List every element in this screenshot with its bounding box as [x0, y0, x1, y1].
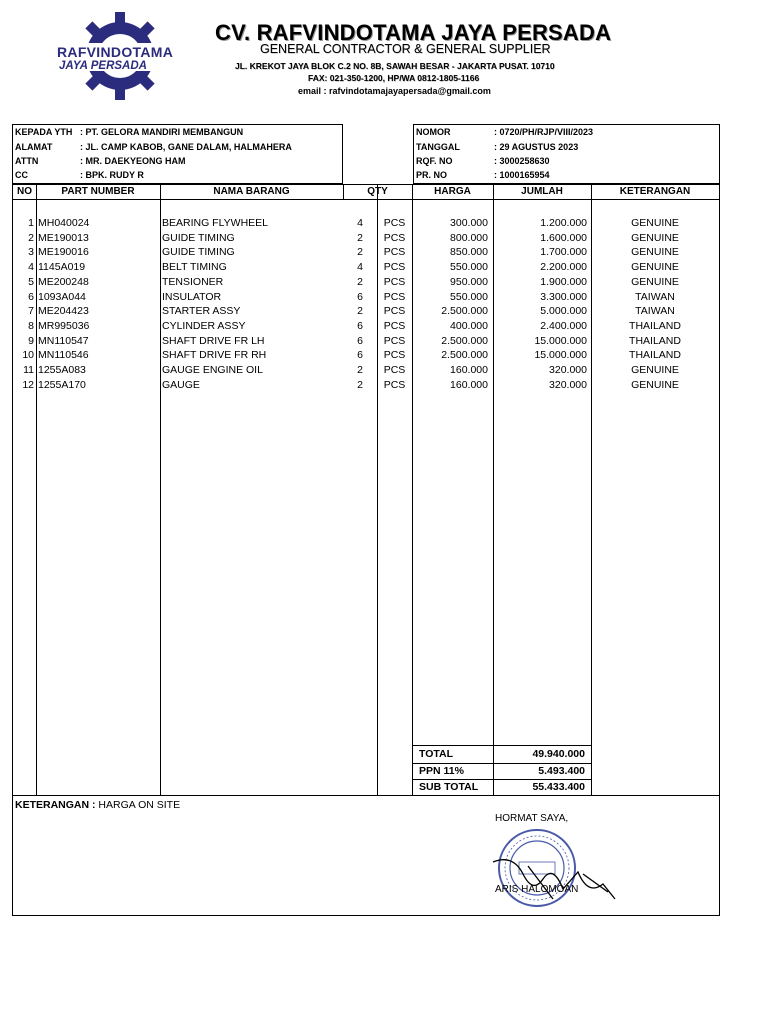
- table-row: [13, 304, 719, 319]
- pr-label: PR. NO: [416, 170, 448, 180]
- cell-no: 2: [28, 231, 34, 244]
- logo-line-2: JAYA PERSADA: [59, 60, 147, 72]
- cell-no: 6: [28, 290, 34, 303]
- cell-jumlah: 1.600.000: [540, 231, 587, 244]
- ppn-label: PPN 11%: [419, 765, 464, 777]
- cell-name: GUIDE TIMING: [162, 246, 235, 259]
- table-row: [13, 260, 719, 275]
- cell-harga: 160.000: [450, 364, 488, 376]
- table-row: [13, 334, 719, 349]
- company-logo: [55, 10, 185, 102]
- logo-line-1: RAFVINDOTAMA: [57, 44, 174, 60]
- cell-unit: PCS: [383, 349, 406, 362]
- rqf-value: : 3000258630: [494, 156, 550, 166]
- cell-no: 11: [23, 364, 34, 376]
- cell-harga: 2.500.000: [441, 305, 488, 318]
- cell-jumlah: 1.700.000: [540, 246, 587, 259]
- cell-ket: GENUINE: [631, 364, 679, 376]
- cell-no: 10: [22, 349, 34, 362]
- cell-ket: GENUINE: [631, 231, 679, 244]
- cell-jumlah: 2.400.000: [540, 319, 587, 332]
- cell-name: BEARING FLYWHEEL: [162, 217, 268, 229]
- cell-no: 3: [28, 246, 34, 259]
- doc-info-box: [413, 124, 720, 184]
- cell-part: 1255A083: [38, 364, 86, 376]
- cell-unit: PCS: [383, 378, 406, 391]
- company-email: email : rafvindotamajayapersada@gmail.com: [298, 86, 491, 96]
- cell-jumlah: 3.300.000: [540, 290, 587, 303]
- cell-name: SHAFT DRIVE FR RH: [162, 349, 267, 362]
- cell-no: 8: [28, 319, 34, 332]
- cell-name: STARTER ASSY: [162, 305, 241, 318]
- col-nama-barang: NAMA BARANG: [213, 186, 290, 197]
- cell-harga: 400.000: [450, 319, 488, 332]
- cell-name: SHAFT DRIVE FR LH: [162, 334, 265, 347]
- footer-box: [12, 795, 720, 916]
- subtotal-value: 55.433.400: [532, 781, 585, 793]
- total-value: 49.940.000: [532, 748, 585, 760]
- cell-no: 12: [22, 378, 34, 391]
- cell-ket: GENUINE: [631, 275, 679, 288]
- cell-jumlah: 5.000.000: [540, 305, 587, 318]
- cell-part: 1093A044: [38, 290, 86, 303]
- cell-qty: 2: [357, 275, 363, 288]
- rqf-label: RQF. NO: [416, 156, 453, 166]
- cell-qty: 2: [357, 364, 363, 376]
- cell-ket: GENUINE: [631, 217, 679, 229]
- cell-harga: 300.000: [450, 217, 488, 229]
- signature-icon: [483, 844, 623, 906]
- total-label: TOTAL: [419, 748, 454, 760]
- cell-name: CYLINDER ASSY: [162, 319, 246, 332]
- nomor-value: : 0720/PH/RJP/VIII/2023: [494, 127, 594, 137]
- cell-ket: THAILAND: [629, 334, 681, 347]
- cell-part: ME204423: [38, 305, 89, 318]
- cell-jumlah: 320.000: [549, 364, 587, 376]
- address-label: ALAMAT: [15, 142, 53, 152]
- cell-jumlah: 15.000.000: [534, 349, 587, 362]
- cell-part: ME190016: [38, 246, 89, 259]
- cell-jumlah: 1.200.000: [540, 217, 587, 229]
- to-value: : PT. GELORA MANDIRI MEMBANGUN: [80, 127, 244, 137]
- cell-ket: GENUINE: [631, 246, 679, 259]
- cell-ket: TAIWAN: [635, 290, 675, 303]
- cell-no: 5: [28, 275, 34, 288]
- cell-qty: 2: [357, 305, 363, 318]
- cell-harga: 950.000: [450, 275, 488, 288]
- cell-name: TENSIONER: [162, 275, 224, 288]
- pr-value: : 1000165954: [494, 170, 550, 180]
- table-row: [13, 231, 719, 246]
- cell-unit: PCS: [383, 275, 406, 288]
- company-subtitle: GENERAL CONTRACTOR & GENERAL SUPPLIER: [260, 42, 551, 56]
- cell-ket: TAIWAN: [635, 305, 675, 318]
- cell-unit: PCS: [383, 334, 406, 347]
- cell-part: MR995036: [38, 319, 90, 332]
- table-row: [13, 290, 719, 305]
- subtotal-label: SUB TOTAL: [419, 781, 479, 793]
- cell-unit: PCS: [383, 261, 406, 274]
- cc-label: CC: [15, 170, 28, 180]
- cell-harga: 2.500.000: [441, 334, 488, 347]
- cell-harga: 550.000: [450, 261, 488, 274]
- table-row: [13, 378, 719, 393]
- cell-no: 1: [28, 217, 34, 229]
- company-address: JL. KREKOT JAYA BLOK C.2 NO. 8B, SAWAH BESAR - JAKARTA PUSAT. 10710: [235, 61, 555, 71]
- cell-ket: GENUINE: [631, 378, 679, 391]
- cell-ket: THAILAND: [629, 319, 681, 332]
- cell-qty: 2: [357, 246, 363, 259]
- tanggal-label: TANGGAL: [416, 142, 460, 152]
- to-label: KEPADA YTH: [15, 127, 73, 137]
- recipient-box: [12, 124, 343, 184]
- cell-unit: PCS: [383, 319, 406, 332]
- cell-part: MN110547: [38, 334, 89, 347]
- cell-part: 1255A170: [38, 378, 86, 391]
- cc-value: : BPK. RUDY R: [80, 170, 144, 180]
- table-row: [13, 245, 719, 260]
- cell-jumlah: 1.900.000: [540, 275, 587, 288]
- items-table: [12, 184, 720, 796]
- cell-harga: 800.000: [450, 231, 488, 244]
- nomor-label: NOMOR: [416, 127, 451, 137]
- table-row: [13, 348, 719, 363]
- cell-part: ME200248: [38, 275, 89, 288]
- cell-qty: 2: [357, 231, 363, 244]
- cell-qty: 6: [357, 349, 363, 362]
- cell-qty: 4: [357, 261, 363, 274]
- col-qty: QTY: [367, 186, 388, 197]
- col-jumlah: JUMLAH: [521, 186, 563, 197]
- cell-part: 1145A019: [38, 261, 86, 274]
- cell-name: BELT TIMING: [162, 261, 227, 274]
- cell-qty: 4: [357, 217, 363, 229]
- cell-unit: PCS: [383, 290, 406, 303]
- cell-name: GAUGE ENGINE OIL: [162, 364, 263, 376]
- col-harga: HARGA: [434, 186, 471, 197]
- table-row: [13, 275, 719, 290]
- cell-ket: THAILAND: [629, 349, 681, 362]
- keterangan-value: HARGA ON SITE: [98, 799, 181, 811]
- col-part-number: PART NUMBER: [61, 186, 135, 197]
- tanggal-value: : 29 AGUSTUS 2023: [494, 142, 579, 152]
- regards-text: HORMAT SAYA,: [495, 813, 569, 824]
- cell-no: 4: [28, 261, 34, 274]
- cell-qty: 6: [357, 334, 363, 347]
- cell-name: GAUGE: [162, 378, 200, 391]
- attn-label: ATTN: [15, 156, 39, 166]
- cell-harga: 550.000: [450, 290, 488, 303]
- keterangan-line: [15, 799, 180, 811]
- cell-unit: PCS: [383, 246, 406, 259]
- cell-part: ME190013: [38, 231, 89, 244]
- cell-jumlah: 320.000: [549, 378, 587, 391]
- cell-qty: 6: [357, 319, 363, 332]
- cell-unit: PCS: [383, 364, 406, 376]
- signer-name: ARIS HALOMOAN: [495, 884, 579, 895]
- cell-harga: 2.500.000: [441, 349, 488, 362]
- keterangan-label: KETERANGAN :: [15, 799, 96, 811]
- cell-jumlah: 15.000.000: [534, 334, 587, 347]
- cell-ket: GENUINE: [631, 261, 679, 274]
- cell-qty: 2: [357, 378, 363, 391]
- col-keterangan: KETERANGAN: [619, 186, 691, 197]
- col-no: NO: [17, 186, 32, 197]
- ppn-value: 5.493.400: [538, 765, 585, 777]
- table-row: [13, 363, 719, 378]
- cell-unit: PCS: [383, 217, 406, 229]
- cell-unit: PCS: [383, 231, 406, 244]
- cell-harga: 160.000: [450, 378, 488, 391]
- cell-name: GUIDE TIMING: [162, 231, 235, 244]
- cell-no: 7: [28, 305, 34, 318]
- table-row: [13, 319, 719, 334]
- cell-name: INSULATOR: [162, 290, 222, 303]
- cell-part: MH040024: [38, 217, 90, 229]
- company-name: CV. RAFVINDOTAMA JAYA PERSADA: [215, 20, 612, 45]
- cell-unit: PCS: [383, 305, 406, 318]
- address-value: : JL. CAMP KABOB, GANE DALAM, HALMAHERA: [80, 142, 292, 152]
- cell-harga: 850.000: [450, 246, 488, 259]
- attn-value: : MR. DAEKYEONG HAM: [80, 156, 186, 166]
- company-fax: FAX: 021-350-1200, HP/WA 0812-1805-1166: [308, 73, 480, 83]
- cell-qty: 6: [357, 290, 363, 303]
- cell-part: MN110546: [38, 349, 89, 362]
- cell-jumlah: 2.200.000: [540, 261, 587, 274]
- table-row: [13, 216, 719, 231]
- cell-no: 9: [28, 334, 34, 347]
